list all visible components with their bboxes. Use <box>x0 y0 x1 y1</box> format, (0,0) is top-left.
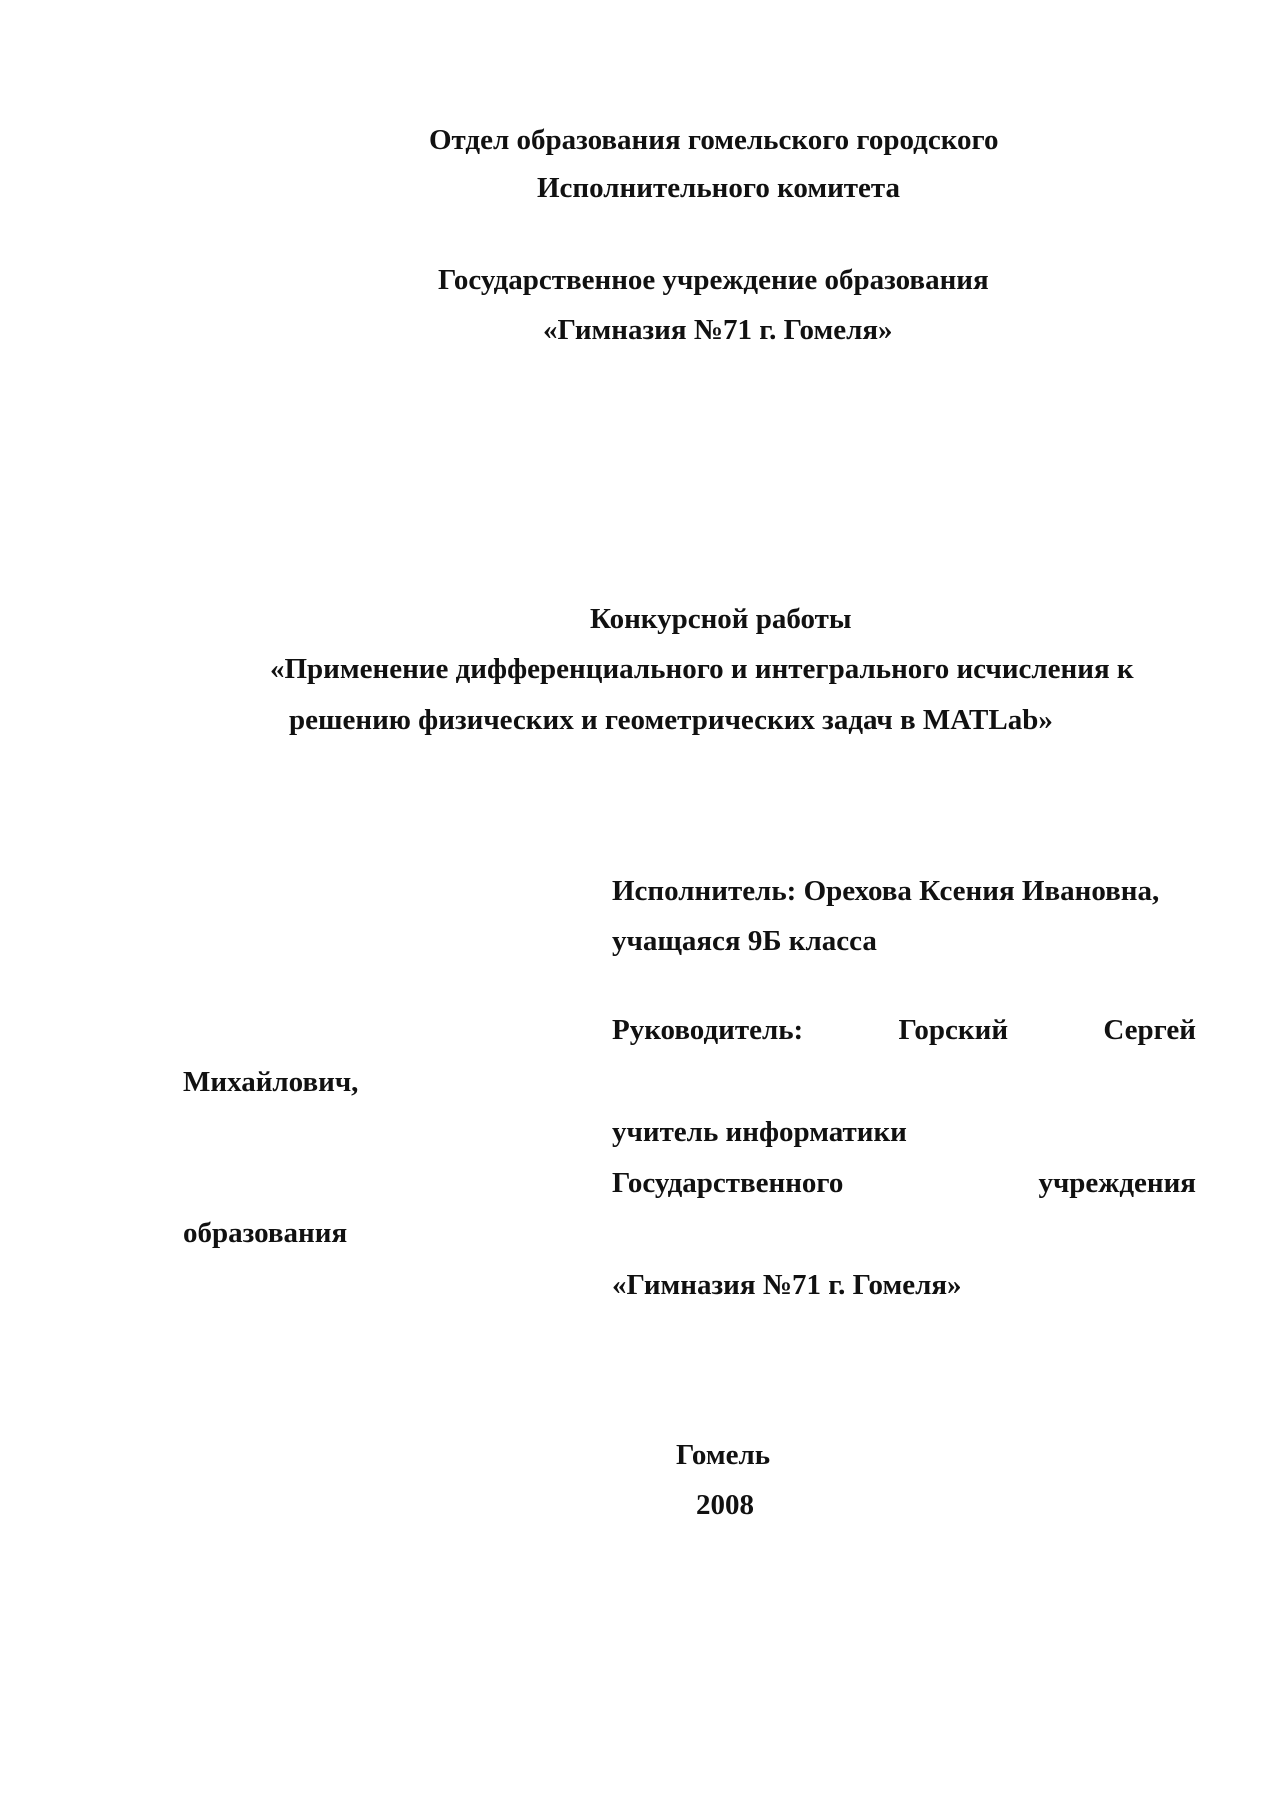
position-school: «Гимназия №71 г. Гомеля» <box>612 1269 962 1301</box>
position-word-3: образования <box>183 1217 348 1249</box>
supervisor-name: Сергей <box>1103 1014 1196 1046</box>
work-heading: Конкурсной работы <box>590 603 852 635</box>
institution-line-1: Государственное учреждение образования <box>438 264 989 296</box>
footer-city: Гомель <box>676 1439 771 1471</box>
footer-year: 2008 <box>696 1489 754 1521</box>
position-row <box>612 1165 1196 1201</box>
department-line-2: Исполнительного комитета <box>537 172 901 204</box>
supervisor-patronymic: Михайлович, <box>183 1066 359 1098</box>
executor-line-1: Исполнитель: Орехова Ксения Ивановна, <box>612 875 1160 907</box>
position-word-2: учреждения <box>1038 1167 1196 1199</box>
supervisor-row <box>612 1012 1196 1048</box>
institution-line-2: «Гимназия №71 г. Гомеля» <box>543 314 893 346</box>
topic-line-2: решению физических и геометрических задач в MATLab» <box>289 704 1053 736</box>
department-line-1: Отдел образования гомельского городского <box>429 124 999 156</box>
position-line-1: учитель информатики <box>612 1116 907 1148</box>
executor-line-2: учащаяся 9Б класса <box>612 925 877 957</box>
topic-line-1: «Применение дифференциального и интегрального исчисления к <box>270 653 1134 685</box>
supervisor-label: Руководитель: <box>612 1014 804 1046</box>
supervisor-surname: Горский <box>898 1014 1009 1046</box>
position-word-1: Государственного <box>612 1167 844 1199</box>
